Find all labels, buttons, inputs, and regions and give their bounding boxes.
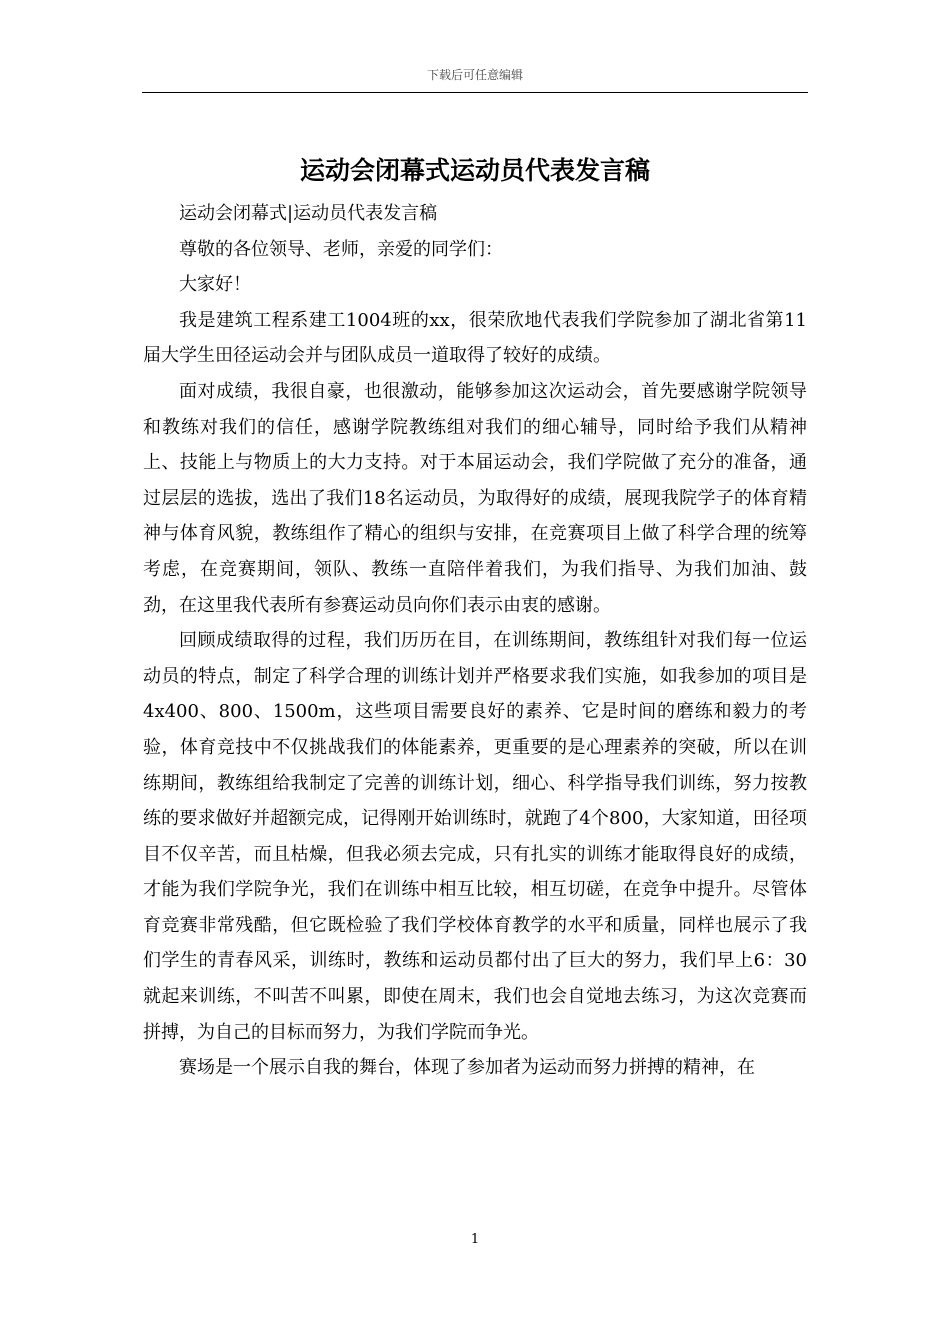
paragraph-arena: 赛场是一个展示自我的舞台，体现了参加者为运动而努力拼搏的精神，在 <box>179 1057 755 1079</box>
paragraph-training: 回顾成绩取得的过程，我们历历在目，在训练期间，教练组针对我们每一位运动员的特点，制定了科学合理的训练计划并严格要求我们实施，如我参加的项目是4x400、800、1500m，这些项目需要良好的素养、它是时间的磨练和毅力的考验，体育竞技中不仅挑战我们的体能素养，更重要的是心理素养的突破，所以在训练期间，教练组给我制定了完善的训练计划，细心、科学指导我们训练，努力按教练的要求做好并超额完成，记得刚开始训练时，就跑了4个800，大家知道，田径项目不仅辛苦，而且枯燥，但我必须去完成，只有扎实的训练才能取得良好的成绩，才能为我们学院争光，我们在训练中相互比较，相互切磋，在竞争中提升。尽管体育竞赛非常残酷，但它既检验了我们学校体育教学的水平和质量，同样也展示了我们学生的青春风采，训练时，教练和运动员都付出了巨大的努力，我们早上6：30就起来训练，不叫苦不叫累，即使在周末，我们也会自觉地去练习，为这次竞赛而拼搏，为自己的目标而努力，为我们学院而争光。 <box>143 630 807 1043</box>
page-number: 1 <box>470 1232 480 1247</box>
paragraph-greeting: 大家好！ <box>179 274 251 296</box>
page-header: 下载后可任意编辑 <box>426 68 523 82</box>
paragraph-thanks: 面对成绩，我很自豪，也很激动，能够参加这次运动会，首先要感谢学院领导和教练对我们的信任，感谢学院教练组对我们的细心辅导，同时给予我们从精神上、技能上与物质上的大力支持。对于本届运动会，我们学院做了充分的准备，通过层层的选拔，选出了我们18名运动员，为取得好的成绩，展现我院学子的体育精神与体育风貌，教练组作了精心的组织与安排，在竞赛项目上做了科学合理的统筹考虑，在竞赛期间，领队、教练一直陪伴着我们，为我们指导、为我们加油、鼓劲，在这里我代表所有参赛运动员向你们表示由衷的感谢。 <box>143 380 807 616</box>
document-title: 运动会闭幕式运动员代表发言稿 <box>299 156 650 185</box>
paragraph-salutation: 尊敬的各位领导、老师，亲爱的同学们： <box>179 238 503 260</box>
paragraph-intro: 我是建筑工程系建工1004班的xx，很荣欣地代表我们学院参加了湖北省第11届大学生田径运动会并与团队成员一道取得了较好的成绩。 <box>143 309 807 367</box>
header-divider <box>142 92 808 93</box>
paragraph-subtitle: 运动会闭幕式|运动员代表发言稿 <box>179 203 438 224</box>
document-body <box>143 196 807 1086</box>
